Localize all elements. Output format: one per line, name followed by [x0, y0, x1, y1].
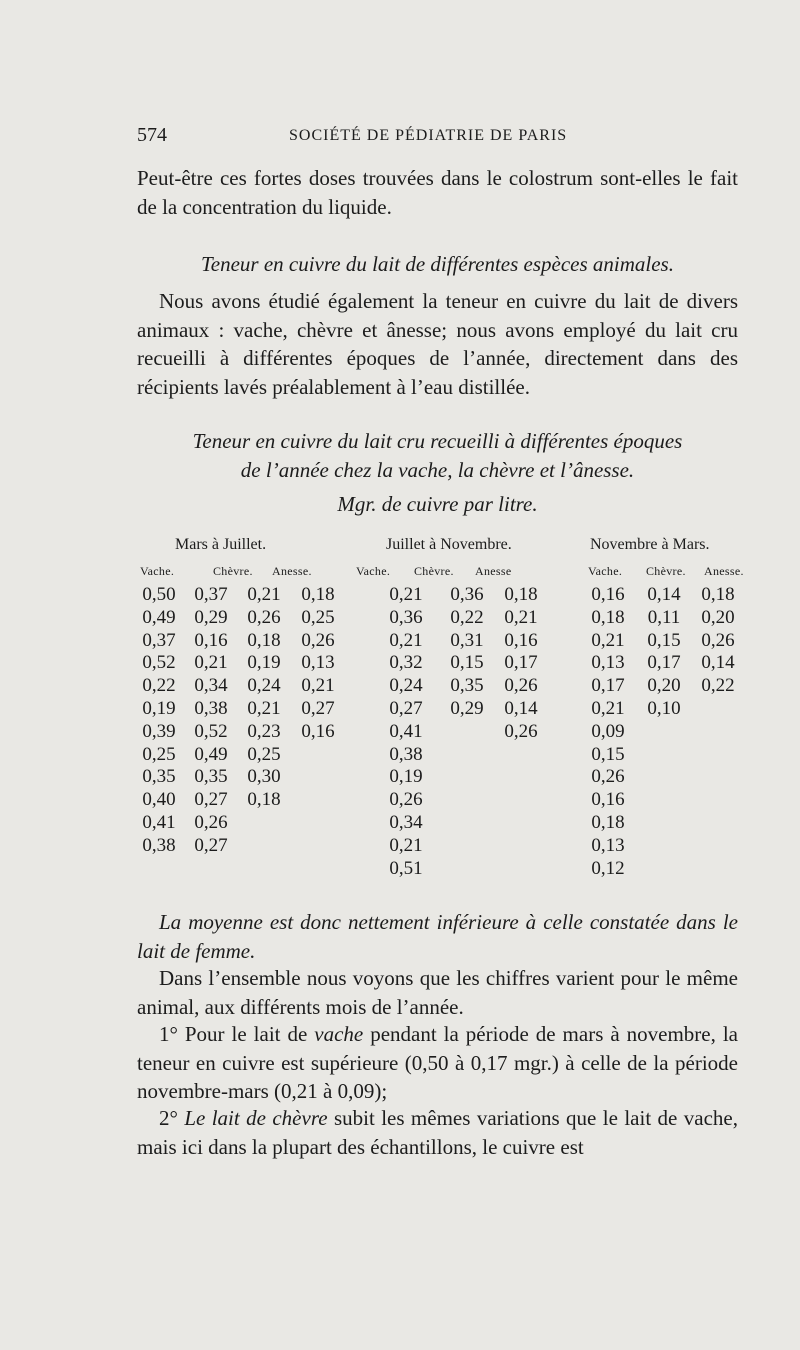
table-cell: 0,17: [591, 675, 625, 697]
table-cell: 0,21: [194, 652, 228, 674]
table-cell: 0,27: [389, 698, 423, 719]
table-cell: 0,37: [142, 629, 176, 651]
table-cell: 0,13: [301, 652, 335, 674]
table-cell: 0,22: [701, 675, 735, 697]
table-cell: 0,35: [142, 766, 176, 788]
table-species-header: Anesse.: [704, 564, 744, 578]
point-1: [137, 1020, 738, 1106]
table-cell: 0,18: [247, 789, 281, 811]
table-species-header: Chèvre.: [213, 564, 253, 578]
table-cell: 0,52: [194, 720, 228, 742]
table-cell: 0,26: [591, 766, 625, 788]
table-cell: 0,12: [591, 857, 625, 879]
table-cell: 0,34: [194, 675, 228, 697]
table-species-header: Anesse.: [272, 564, 312, 578]
table-cell: 0,16: [504, 629, 538, 651]
table-unit: Mgr. de cuivre par litre.: [337, 492, 538, 516]
table-cell: 0,18: [247, 629, 281, 651]
table-cell: 0,30: [247, 766, 281, 788]
table-cell: 0,15: [450, 652, 484, 674]
table-cell: 0,21: [247, 584, 281, 605]
table-cell: 0,18: [591, 606, 625, 628]
table-cell: 0,14: [504, 698, 538, 719]
point-1-emphasis: vache: [314, 1022, 364, 1046]
table-cell: 0,38: [194, 698, 228, 719]
point-1-prefix: 1° Pour le lait de: [159, 1022, 315, 1046]
table-cell: 0,37: [194, 584, 228, 605]
table-cell: 0,26: [194, 812, 228, 833]
table-cell: 0,36: [389, 606, 423, 628]
table-species-header: Vache.: [140, 564, 175, 578]
table-cell: 0,40: [142, 789, 176, 811]
table-cell: 0,27: [194, 789, 228, 811]
table-species-header: Chèvre.: [646, 564, 686, 578]
table-title-line-2: de l’année chez la vache, la chèvre et l’ânesse.: [240, 458, 635, 482]
conclusion: La moyenne est donc nettement inférieure à celle constatée dans le lait de femme.: [137, 910, 738, 963]
method-paragraph: Nous avons étudié également la teneur en cuivre du lait de divers animaux : vache, chèvre et ânesse; nous avons employé du lait cru recueilli à différentes époques de l’année, directement dans des récipients lavés préalablement à l’eau distillée.: [137, 289, 738, 399]
table-cell: 0,26: [389, 789, 423, 811]
table-cell: 0,18: [504, 584, 538, 605]
section-title: Teneur en cuivre du lait de différentes espèces animales.: [201, 252, 674, 276]
table-cell: 0,16: [301, 720, 335, 742]
table-title-line-1: Teneur en cuivre du lait cru recueilli à différentes époques: [192, 429, 683, 453]
table-cell: 0,27: [301, 698, 335, 719]
table-cell: 0,51: [389, 857, 423, 879]
table-cell: 0,11: [647, 606, 681, 628]
table-cell: 0,24: [389, 675, 423, 697]
table-cell: 0,34: [389, 812, 423, 833]
table-group-header: Mars à Juillet.: [175, 536, 267, 553]
table-cell: 0,29: [194, 606, 228, 628]
running-title: SOCIÉTÉ DE PÉDIATRIE DE PARIS: [289, 127, 568, 144]
table-cell: 0,14: [647, 584, 681, 605]
table-cell: 0,21: [389, 629, 423, 651]
page-number: 574: [137, 124, 167, 146]
table-cell: 0,13: [591, 834, 625, 856]
table-cell: 0,15: [591, 743, 625, 765]
table-cell: 0,22: [450, 606, 484, 628]
table-cell: 0,14: [701, 652, 735, 674]
table-cell: 0,20: [647, 675, 681, 697]
page-header: [137, 124, 737, 150]
table-cell: 0,22: [142, 675, 176, 697]
table-cell: 0,18: [591, 812, 625, 833]
table-cell: 0,19: [247, 652, 281, 674]
table-cell: 0,26: [701, 629, 735, 651]
point-2: [137, 1104, 738, 1161]
table-species-header: Anesse: [475, 564, 512, 578]
table-cell: 0,36: [450, 584, 484, 605]
table-cell: 0,13: [591, 652, 625, 674]
table-cell: 0,16: [591, 789, 625, 811]
table-cell: 0,20: [701, 606, 735, 628]
table-cell: 0,16: [591, 584, 625, 605]
table-cell: 0,16: [194, 629, 228, 651]
point-2-emphasis: Le lait de chèvre: [184, 1106, 328, 1130]
table-cell: 0,21: [389, 584, 423, 605]
table-cell: 0,19: [142, 698, 176, 719]
table-cell: 0,21: [591, 698, 625, 719]
table-cell: 0,24: [247, 675, 281, 697]
table-cell: 0,18: [301, 584, 335, 605]
table-cell: 0,31: [450, 629, 484, 651]
table-cell: 0,35: [194, 766, 228, 788]
table-cell: 0,52: [142, 652, 176, 674]
table-cell: 0,17: [647, 652, 681, 674]
table-cell: 0,41: [389, 720, 423, 742]
table-cell: 0,25: [301, 606, 335, 628]
table-cell: 0,23: [247, 720, 281, 742]
table-cell: 0,49: [194, 743, 228, 765]
table-cell: 0,38: [389, 743, 423, 765]
table-cell: 0,25: [247, 743, 281, 765]
point-2-text: subit les mêmes variations que le lait de vache, mais ici dans la plupart des échantillons, le cuivre est: [137, 1106, 738, 1159]
table-cell: 0,26: [301, 629, 335, 651]
table-cell: 0,10: [647, 698, 681, 719]
table-cell: 0,26: [504, 675, 538, 697]
table-cell: 0,21: [504, 606, 538, 628]
table-cell: 0,26: [504, 720, 538, 742]
table-cell: 0,27: [194, 834, 228, 856]
table-cell: 0,21: [591, 629, 625, 651]
table-cell: 0,09: [591, 720, 625, 742]
table-species-header: Vache.: [588, 564, 623, 578]
table-cell: 0,19: [389, 766, 423, 788]
table-group-header: Juillet à Novembre.: [386, 536, 512, 553]
paragraph-ensemble: Dans l’ensemble nous voyons que les chiffres varient pour le même animal, aux différents mois de l’année.: [137, 966, 738, 1019]
table-cell: 0,38: [142, 834, 176, 856]
table-cell: 0,21: [247, 698, 281, 719]
table-cell: 0,50: [142, 584, 176, 605]
table-cell: 0,21: [301, 675, 335, 697]
intro-paragraph: Peut-être ces fortes doses trouvées dans le colostrum sont-elles le fait de la concentration du liquide.: [137, 166, 738, 219]
table-cell: 0,29: [450, 698, 484, 719]
table-species-header: Vache.: [356, 564, 391, 578]
table-cell: 0,26: [247, 606, 281, 628]
table-cell: 0,17: [504, 652, 538, 674]
table-cell: 0,18: [701, 584, 735, 605]
table-cell: 0,32: [389, 652, 423, 674]
table-cell: 0,41: [142, 812, 176, 833]
table-cell: 0,21: [389, 834, 423, 856]
table-group-header: Novembre à Mars.: [590, 536, 710, 553]
table-cell: 0,49: [142, 606, 176, 628]
table-cell: 0,15: [647, 629, 681, 651]
point-1-text: pendant la période de mars à novembre, la teneur en cuivre est supérieure (0,50 à 0,17 mgr.) à celle de la période novembre-mars (0,21 à 0,09);: [137, 1022, 738, 1103]
table-cell: 0,35: [450, 675, 484, 697]
table-cell: 0,25: [142, 743, 176, 765]
point-2-prefix: 2°: [159, 1106, 185, 1130]
table-cell: 0,39: [142, 720, 176, 742]
table-species-header: Chèvre.: [414, 564, 454, 578]
